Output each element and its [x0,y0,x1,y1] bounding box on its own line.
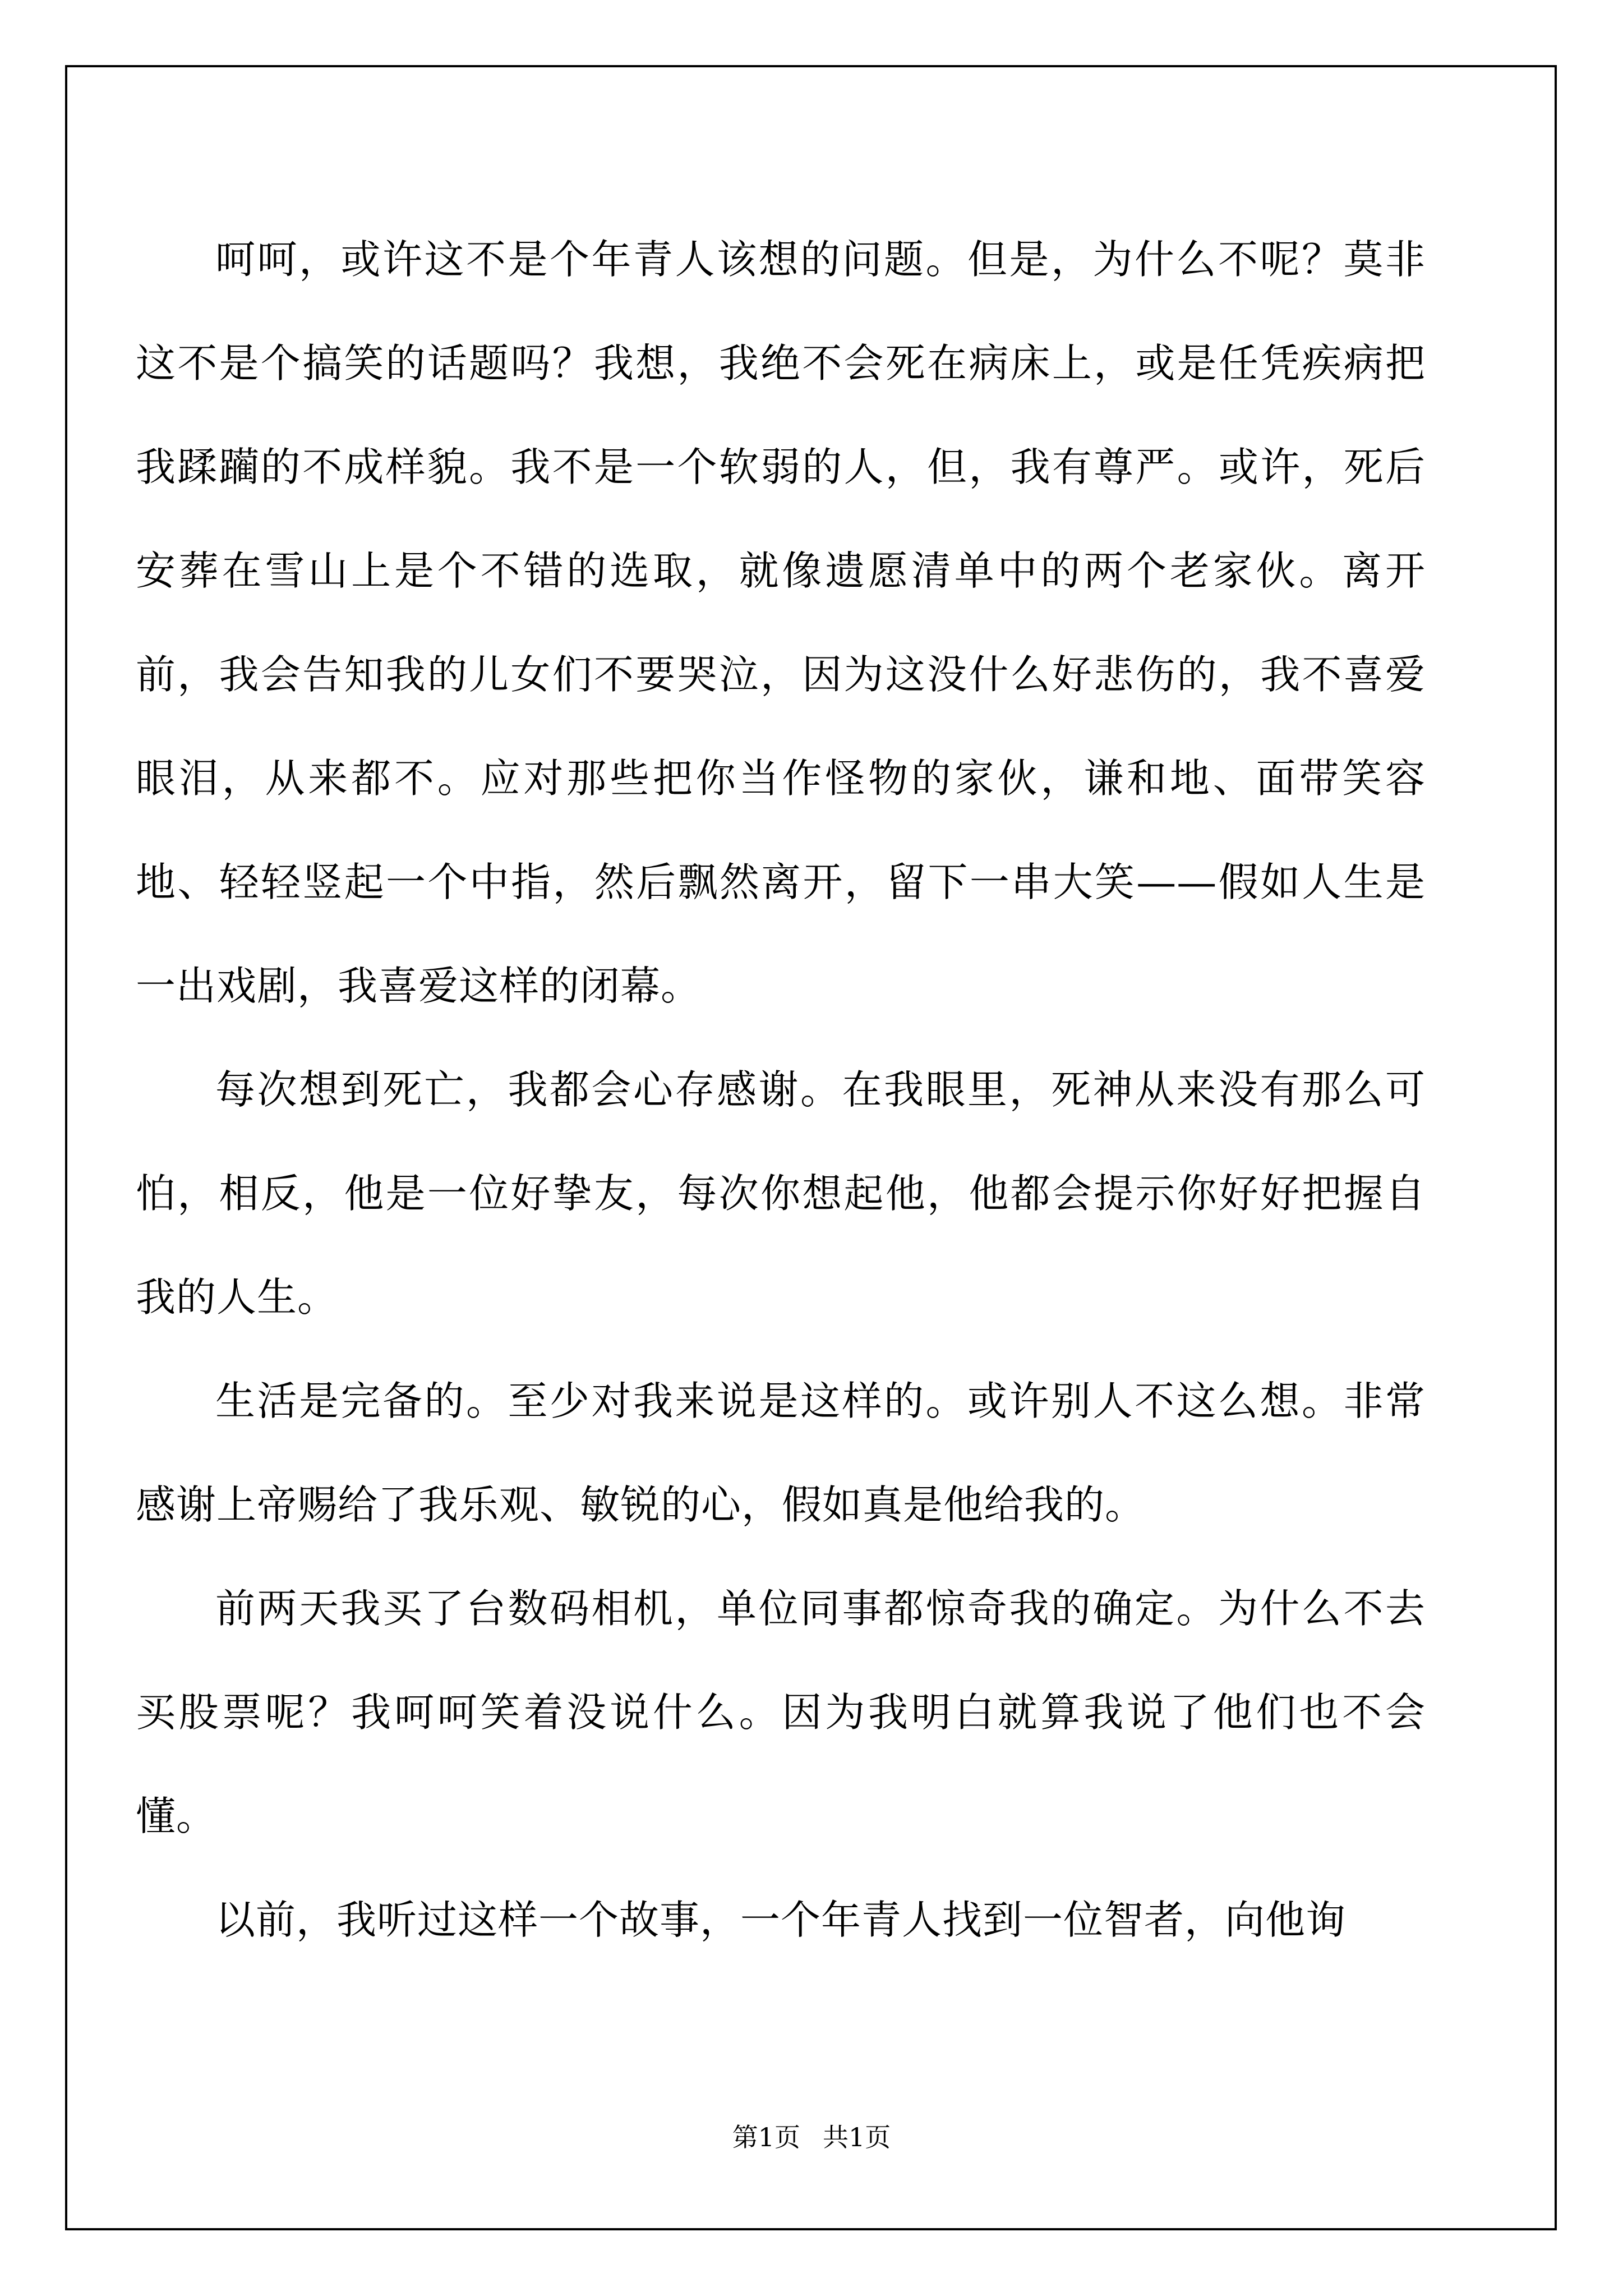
paragraph: 呵呵，或许这不是个年青人该想的问题。但是，为什么不呢？莫非这不是个搞笑的话题吗？我想，我绝不会死在病床上，或是任凭疾病把我蹂躏的不成样貌。我不是一个软弱的人，但，我有尊严。或许，死后安葬在雪山上是个不错的选取，就像遗愿清单中的两个老家伙。离开前，我会告知我的儿女们不要哭泣，因为这没什么好悲伤的，我不喜爱眼泪，从来都不。应对那些把你当作怪物的家伙，谦和地、面带笑容地、轻轻竖起一个中指，然后飘然离开，留下一串大笑——假如人生是一出戏剧，我喜爱这样的闭幕。 [136,236,1426,1009]
page-total: 共1页 [823,2122,891,2152]
paragraph: 每次想到死亡，我都会心存感谢。在我眼里，死神从来没有那么可怕，相反，他是一位好挚友，每次你想起他，他都会提示你好好把握自我的人生。 [136,1066,1426,1320]
paragraph: 以前，我听过这样一个故事，一个年青人找到一位智者，向他询 [215,1897,1347,1943]
page-footer [0,2120,1623,2154]
document-body [136,208,1426,1972]
paragraph: 前两天我买了台数码相机，单位同事都惊奇我的确定。为什么不去买股票呢？我呵呵笑着没说什么。因为我明白就算我说了他们也不会懂。 [136,1585,1426,1839]
page-number: 第1页 [732,2122,800,2152]
paragraph: 生活是完备的。至少对我来说是这样的。或许别人不这么想。非常感谢上帝赐给了我乐观、敏锐的心，假如真是他给我的。 [136,1378,1426,1528]
